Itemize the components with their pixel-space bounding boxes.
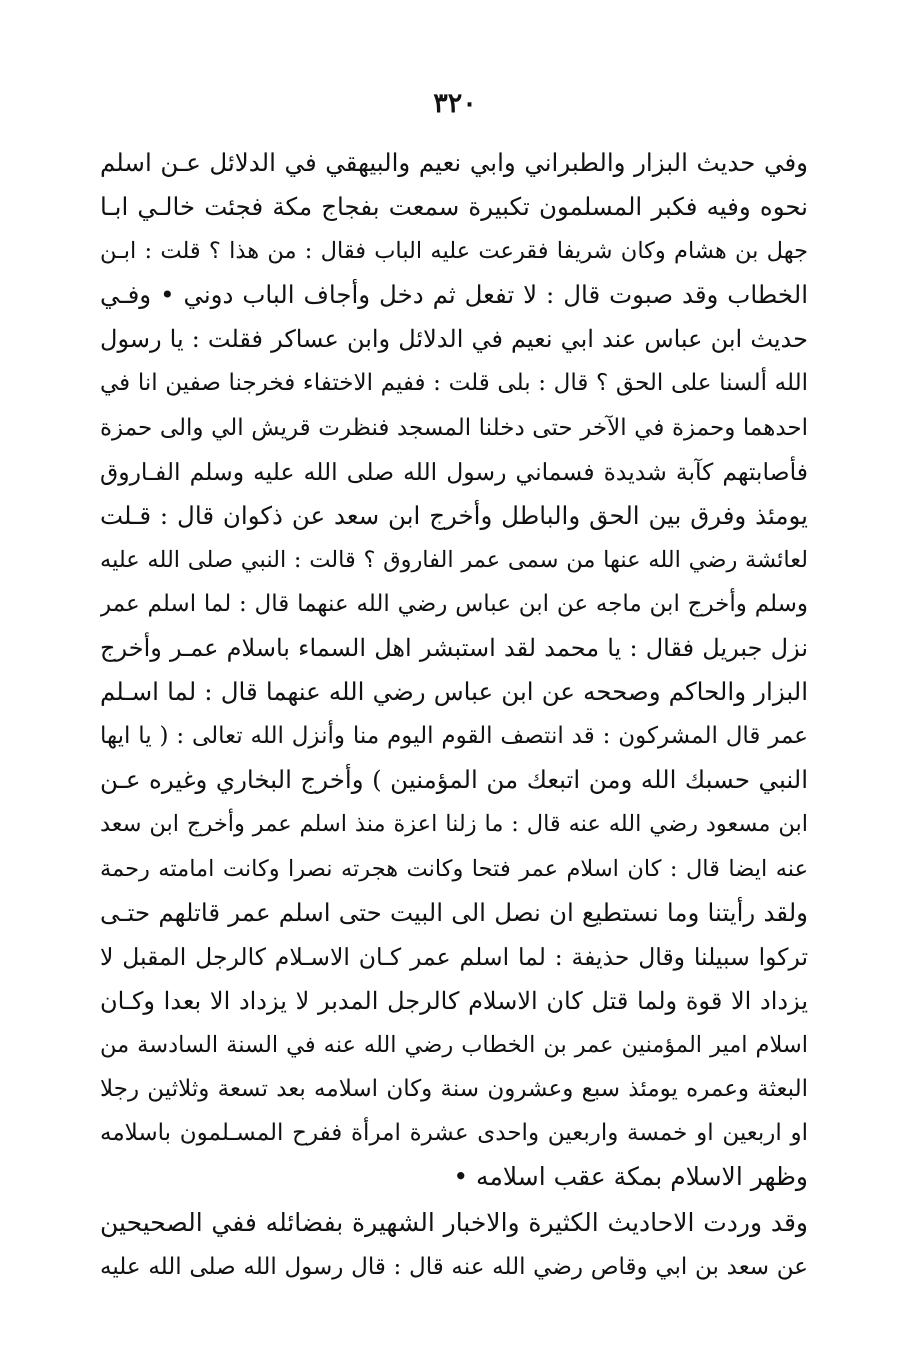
text-line: البزار والحاكم وصححه عن ابن عباس رضي الله عنهما قال : لما اسـلم xyxy=(100,677,808,707)
text-line: عمر قال المشركون : قد انتصف القوم اليوم منا وأنزل الله تعالى : ( يا ايها xyxy=(100,723,808,750)
text-line: وظهر الاسلام بمكة عقب اسلامه • xyxy=(453,1162,808,1192)
text-line: النبي حسبك الله ومن اتبعك من المؤمنين ) وأخرج البخاري وغيره عـن xyxy=(100,765,808,795)
text-line: وفي حديث البزار والطبراني وابي نعيم والبيهقي في الدلائل عـن اسلم xyxy=(100,148,808,177)
text-line: يزداد الا قوة ولما قتل كان الاسلام كالرجل المدبر لا يزداد الا بعدا وكـان xyxy=(100,986,808,1015)
text-line: جهل بن هشام وكان شريفا فقرعت عليه الباب فقال : من هذا ؟ قلت : ابـن xyxy=(100,238,808,265)
text-line: البعثة وعمره يومئذ سبع وعشرون سنة وكان اسلامه بعد تسعة وثلاثين رجلا xyxy=(100,1075,808,1102)
text-line: نزل جبريل فقال : يا محمد لقد استبشر اهل السماء باسلام عمـر وأخرج xyxy=(100,634,808,663)
text-line: الخطاب وقد صبوت قال : لا تفعل ثم دخل وأجاف الباب دوني • وفـي xyxy=(100,280,808,310)
text-line: احدهما وحمزة في الآخر حتى دخلنا المسجد فنظرت قريش الي والى حمزة xyxy=(100,414,808,441)
text-line: حديث ابن عباس عند ابي نعيم في الدلائل وابن عساكر فقلت : يا رسول xyxy=(100,325,808,354)
text-line: نحوه وفيه فكبر المسلمون تكبيرة سمعت بفجاج مكة فجئت خالـي ابـا xyxy=(100,192,808,222)
text-line: تركوا سبيلنا وقال حذيفة : لما اسلم عمر كـان الاسـلام كالرجل المقبل لا xyxy=(100,942,808,971)
paragraph-2 xyxy=(100,1201,808,1289)
text-line: وسلم وأخرج ابن ماجه عن ابن عباس رضي الله عنهما قال : لما اسلم عمر xyxy=(100,590,808,617)
page-number: ٣٢٠ xyxy=(433,88,477,119)
text-line: او اربعين او خمسة واربعين واحدى عشرة امرأة ففرح المسـلمون باسلامه xyxy=(100,1120,808,1147)
paragraph-1 xyxy=(100,141,808,1199)
text-line: ابن مسعود رضي الله عنه قال : ما زلنا اعزة منذ اسلم عمر وأخرج ابن سعد xyxy=(100,811,808,838)
text-line: الله ألسنا على الحق ؟ قال : بلى قلت : ففيم الاختفاء فخرجنا صفين انا في xyxy=(100,370,808,397)
text-line: عنه ايضا قال : كان اسلام عمر فتحا وكانت هجرته نصرا وكانت امامته رحمة xyxy=(100,855,808,882)
text-line: اسلام امير المؤمنين عمر بن الخطاب رضي الله عنه في السنة السادسة من xyxy=(100,1031,808,1058)
text-line: عن سعد بن ابي وقاص رضي الله عنه قال : قال رسول الله صلى الله عليه xyxy=(100,1254,808,1281)
text-line: يومئذ وفرق بين الحق والباطل وأخرج ابن سعد عن ذكوان قال : قـلت xyxy=(100,500,808,530)
text-line: وقد وردت الاحاديث الكثيرة والاخبار الشهيرة بفضائله ففي الصحيحين xyxy=(100,1208,808,1237)
text-line: فأصابتهم كآبة شديدة فسماني رسول الله صلى الله عليه وسلم الفـاروق xyxy=(100,457,808,486)
text-line: ولقد رأيتنا وما نستطيع ان نصل الى البيت حتى اسلم عمر قاتلهم حتـى xyxy=(100,897,808,927)
text-line: لعائشة رضي الله عنها من سمى عمر الفاروق ؟ قالت : النبي صلى الله عليه xyxy=(100,546,808,573)
